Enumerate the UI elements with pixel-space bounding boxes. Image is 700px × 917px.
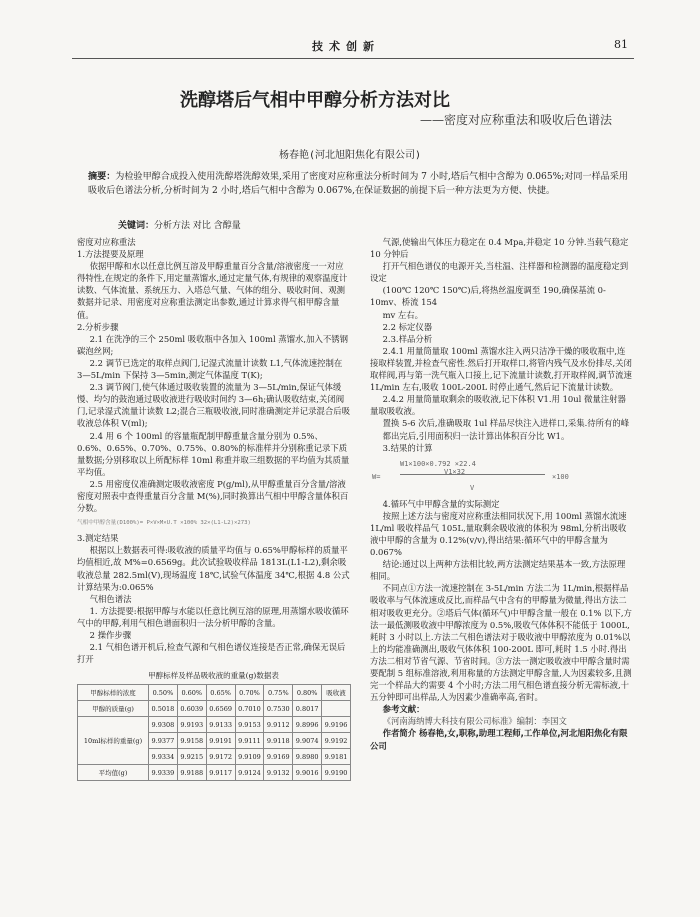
paragraph: (100℃ 120℃ 150℃)后,将热丝温度调至 190,确保基流 0-10mv、桥流 154 [370, 285, 606, 308]
fraction-bar [400, 474, 545, 475]
table-cell: 0.50% [149, 685, 178, 701]
keywords-text: 分析方法 对比 含醇量 [154, 221, 241, 231]
paragraph: 2.3 调节阀门,使气体通过吸收装置的流量为 3—5L/min,保证气体缓慢、均匀的鼓泡通过吸收液进行吸收时间约 3—6h;确认吸收结束,关闭阀门,记录湿式流量计读数 L2;混合三瓶吸收液,同时准确测定并记录混合后吸收液总体积 V(ml); [77, 382, 350, 429]
left-column [77, 236, 350, 781]
table-cell: 9.9112 [264, 717, 293, 733]
paragraph: 不同点①方法一流速控制在 3-5L/min 方法二为 1L/min,根据样品吸收率与气体流速成反比,而样品气中含有的甲醇量为微量,得出方法二相对吸收更充分。②塔后气体(循环气)中甲醇含量一般在 0.1% 以下,方法一最低测吸收液中甲醇浓度为 0.5%,吸收气体体积不能低于 1000L,耗时 3 小时以上.方法二气相色谱法对于吸收液中甲醇浓度为 0.01%以上的均能准确测出,吸收气体体积 100-200L 即可,耗时 1.5 小时.得出方法二相对节省气源、节省时间。③方法一测定吸收液中甲醇含量时需要配制 5 组标准溶液,利用称量的方法测定甲醇含量,人为因素较多,且测完一个样品大约需要 4 个小时;方法二用气相色谱直接分析无需标液,十五分钟即可出样品,人为因素少准确率高,省时。 [370, 583, 632, 703]
references-heading: 参考文献： [382, 704, 425, 715]
paragraph: 2.4.2 用量筒量取剩余的吸收液,记下体积 V1.用 10ul 微量注射器量取吸收液。 [370, 394, 626, 417]
subsection-heading: 1.方法提要及原理 [77, 249, 144, 260]
paper-subtitle: ——密度对应称重法和吸收后色谱法 [420, 113, 613, 127]
table-cell: 0.75% [264, 685, 293, 701]
table-cell: 0.70% [235, 685, 264, 701]
paragraph: 2.4 用 6 个 100ml 的容量瓶配制甲醇重量含量分别为 0.5%、0.6%、0.65%、0.70%、0.75%、0.80%的标准样并分别称重记录下质量数据;分别移取以上所配标样 10ml 称重并取三组数据的平均值为其质量平均值。 [77, 430, 350, 477]
equation-lhs: W= [372, 472, 381, 481]
table-cell: 0.7010 [235, 701, 264, 717]
table-cell: 9.9334 [149, 749, 178, 765]
table-cell: 9.9169 [264, 749, 293, 765]
equation-numerator: W1×100×0.792 ×22.4 [400, 459, 476, 468]
section-heading: 密度对应称重法 [77, 237, 136, 247]
table-cell: 9.9109 [235, 749, 264, 765]
paragraph: 2.1 气相色谱开机后,检查气源和气相色谱仪连接是否正常,确保无误后打开 [77, 642, 346, 665]
table-cell: 甲醇的质量(g) [78, 701, 149, 717]
table-cell: 9.9191 [206, 733, 235, 749]
table-cell: 吸收液 [322, 685, 351, 701]
paragraph: 气源,使输出气体压力稳定在 0.4 Mpa,并稳定 10 分钟.当载气稳定 10 分钟后 [370, 237, 629, 260]
table-cell: 9.9074 [293, 733, 322, 749]
table-cell: 9.9196 [322, 717, 351, 733]
table-cell: 9.9016 [293, 765, 322, 781]
paragraph: 结论:通过以上两种方法相比较,两方法测定结果基本一致,方法原理相同。 [370, 559, 626, 582]
table-cell: 0.6039 [177, 701, 206, 717]
abstract [88, 170, 628, 198]
paragraph: 2.2 调节已选定的取样点阀门,记湿式流量计读数 L1,气体流速控制在 3—5L/min 下保持 3—5min,测定气体温度 T(K); [77, 357, 343, 381]
table-cell: 9.9339 [149, 765, 178, 781]
table-cell: 9.8996 [293, 717, 322, 733]
abstract-text: 为检验甲醇合成投入使用洗醇塔洗醇效果,采用了密度对应称重法分析时间为 7 小时,塔后气相中含醇为 0.065%;对同一样品采用吸收后色谱法分析,分析时间为 2 小时,塔后气相中含醇为 0.067%,在保证数据的前提下后一种方法更为方便、快捷。 [88, 172, 628, 196]
table-cell [322, 701, 351, 717]
table-caption: 甲醇标样及样品吸收液的重量(g)数据表 [148, 671, 279, 681]
subsection-heading: 2.3.样品分析 [382, 333, 433, 344]
table-cell: 9.9153 [235, 717, 264, 733]
header-rule [72, 58, 634, 59]
page-number: 81 [614, 38, 628, 51]
table-cell: 9.9111 [235, 733, 264, 749]
journal-name: 技术创新 [312, 40, 380, 53]
keywords-label: 关键词： [118, 221, 155, 231]
table-cell: 0.60% [177, 685, 206, 701]
equation-denominator-2: V [470, 483, 475, 492]
paragraph: mv 左右。 [382, 309, 424, 320]
subsection-heading: 2.2 标定仪器 [382, 321, 433, 332]
page-header [0, 30, 700, 62]
table-cell: 9.9118 [264, 733, 293, 749]
equation-denominator: V1×32 [444, 467, 466, 476]
table-cell: 0.80% [293, 685, 322, 701]
subsection-heading: 3.结果的计算 [382, 442, 433, 453]
section-heading: 气相色谱法 [89, 593, 132, 604]
table-cell: 0.5018 [149, 701, 178, 717]
table-cell: 9.9117 [206, 765, 235, 781]
table-cell: 9.9190 [322, 765, 351, 781]
paper-title: 洗醇塔后气相中甲醇分析方法对比 [180, 90, 450, 111]
table-cell: 平均值(g) [78, 765, 149, 781]
table-row [78, 685, 351, 701]
table-cell: 0.7530 [264, 701, 293, 717]
table-cell: 9.9172 [206, 749, 235, 765]
table-cell: 10ml标样的重量(g) [78, 717, 149, 765]
table-cell: 0.8017 [293, 701, 322, 717]
paragraph: 1. 方法提要:根据甲醇与水能以任意比例互溶的原理,用蒸馏水吸收循环气中的甲醇,利用气相色谱面积归一法分析甲醇的含量。 [77, 605, 349, 628]
paragraph: 按照上述方法与密度对应称重法相同状况下,用 100ml 蒸馏水流速 1L/ml 吸收样品气 105L,量取剩余吸收液的体积为 98ml,分析出吸收液中甲醇的含量为 0.12%(v/v),得出结果:循环气中的甲醇含量为 0.067% [370, 510, 627, 558]
subsection-heading: 3.测定结果 [77, 533, 119, 544]
author-bio: 作者简介 杨春艳,女,职称,助理工程师,工作单位,河北旭阳焦化有限公司 [370, 728, 628, 751]
paragraph: 2.1 在洗净的三个 250ml 吸收瓶中各加入 100ml 蒸馏水,加入不锈钢碳泡丝网; [77, 333, 348, 356]
paragraph: 2.4.1 用量筒量取 100ml 蒸馏水注入两只洁净干燥的吸收瓶中,连接取样装置,并检查气密性.然后打开取样口,将管内残气及水份排尽,关闭取样阀,再与第一洗气瓶入口接上,记下流量计读数,打开取样阀,调节流速 1L/min 左右,吸收 100L-200L 时停止通气,然后记下流量计读数。 [370, 345, 632, 393]
paragraph: 都出完后,引用面积归一法计算出体积百分比 W1。 [382, 430, 570, 441]
subsection-heading: 2.分析步骤 [77, 321, 119, 332]
table-row [78, 765, 351, 781]
table-cell: 0.6569 [206, 701, 235, 717]
equation-multiplier: ×100 [552, 472, 569, 481]
table-cell: 9.9308 [149, 717, 178, 733]
abstract-label: 摘要： [88, 171, 116, 182]
paragraph: 打开气相色谱仪的电源开关,当柱温、注样器和检测器的温度稳定到设定 [370, 261, 629, 284]
table-cell: 甲醇标样的浓度 [78, 685, 149, 701]
table-cell: 9.9193 [177, 717, 206, 733]
paragraph: 根据以上数据表可得:吸收液的质量平均值与 0.65%甲醇标样的质量平均值相近,故 M%=0.6569g。此次试验吸收样品 1813L(L1-L2),剩余吸收液总量 282.5ml(V),现场温度 18℃,试验气体温度 34℃,根据 4.8 公式计算结果为:0.065% [77, 545, 350, 592]
table-row [78, 717, 351, 733]
paragraph: 2.5 用密度仪准确测定吸收液密度 P(g/ml),从甲醇重量百分含量/溶液密度对照表中查得重量百分含量 M(%),同时换算出气相中甲醇含量体积百分数。 [77, 478, 349, 514]
table-cell: 9.9192 [322, 733, 351, 749]
table-cell: 9.9188 [177, 765, 206, 781]
table-cell: 9.9377 [149, 733, 178, 749]
table-cell: 9.8980 [293, 749, 322, 765]
table-cell: 9.9181 [322, 749, 351, 765]
subsection-heading: 2 操作步骤 [89, 630, 132, 640]
reference-entry: 《河南海纳博大科技有限公司标准》编制：李国文 [382, 716, 567, 727]
result-equation [370, 454, 632, 498]
formula: 气相中甲醇含量(D100%)= P×V×M×U.T ×100% 32×(L1-L2)×273) [77, 520, 251, 527]
table-cell: 9.9133 [206, 717, 235, 733]
table-row [78, 701, 351, 717]
table-cell: 0.65% [206, 685, 235, 701]
keywords [118, 218, 241, 231]
table-cell: 9.9124 [235, 765, 264, 781]
subsection-heading: 4.循环气中甲醇含量的实际测定 [382, 498, 500, 509]
table-cell: 9.9132 [264, 765, 293, 781]
paragraph: 置换 5-6 次后,准确吸取 1ul 样品尽快注入进样口,采集.待所有的峰 [382, 418, 630, 429]
paragraph: 依据甲醇和水以任意比例互溶及甲醇重量百分含量/溶液密度一一对应得特性,在规定的条件下,用定量蒸馏水,通过定量气体,有规律的观察温度计读数、气体流量、系统压力、入塔总气量、气体的组分、吸收时间、观测数据并记录、用密度对应称重法测定出参数,通过计算求得气相甲醇含量值。 [77, 261, 348, 320]
right-column [370, 236, 632, 752]
author-line: 杨春艳(河北旭阳焦化有限公司) [278, 150, 422, 161]
table-cell: 9.9215 [177, 749, 206, 765]
table-cell: 9.9158 [177, 733, 206, 749]
data-table [77, 684, 351, 781]
